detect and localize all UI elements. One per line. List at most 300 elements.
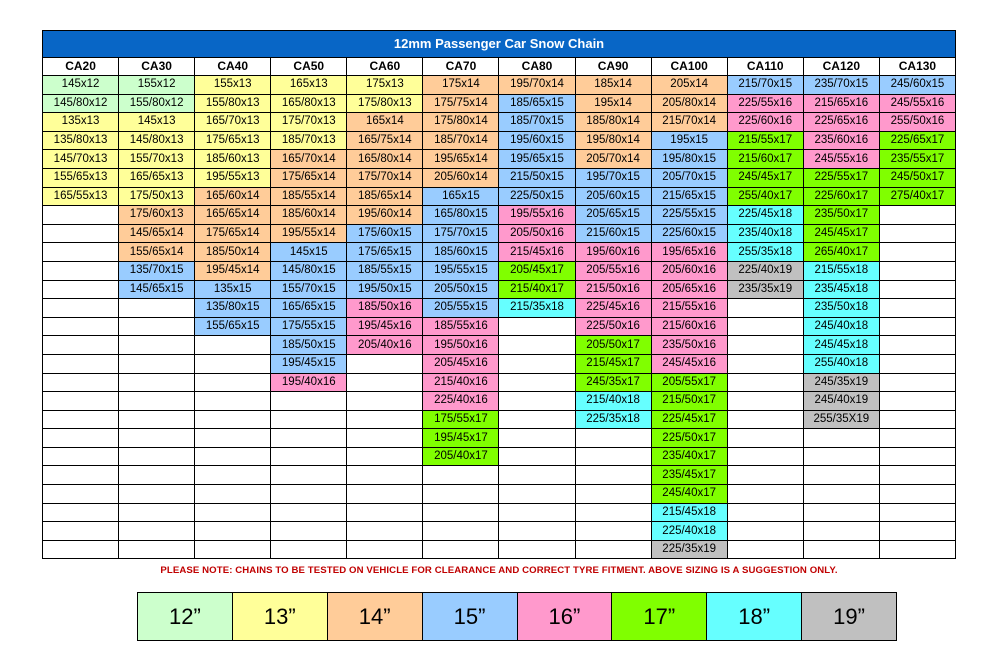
- empty-cell: [43, 373, 119, 392]
- empty-cell: [879, 392, 955, 411]
- empty-cell: [119, 522, 195, 541]
- table-row: [43, 76, 956, 95]
- tyre-size-cell: 245/40x17: [651, 485, 727, 504]
- column-header-ca60: CA60: [347, 58, 423, 76]
- tyre-size-cell: 215/40x16: [423, 373, 499, 392]
- column-header-ca50: CA50: [271, 58, 347, 76]
- tyre-size-cell: 245/55x16: [803, 150, 879, 169]
- tyre-size-cell: 165/65x13: [119, 168, 195, 187]
- empty-cell: [575, 466, 651, 485]
- table-row: [43, 540, 956, 559]
- tyre-size-cell: 225/60x15: [651, 224, 727, 243]
- empty-cell: [499, 522, 575, 541]
- tyre-size-cell: 235/50x16: [651, 336, 727, 355]
- empty-cell: [347, 354, 423, 373]
- empty-cell: [43, 429, 119, 448]
- empty-cell: [43, 317, 119, 336]
- tyre-size-cell: 205/55x17: [651, 373, 727, 392]
- tyre-size-cell: 175/65x14: [271, 168, 347, 187]
- tyre-size-cell: 175/65x13: [195, 131, 271, 150]
- tyre-size-cell: 205/65x16: [651, 280, 727, 299]
- empty-cell: [195, 540, 271, 559]
- tyre-size-cell: 185/70x13: [271, 131, 347, 150]
- empty-cell: [195, 373, 271, 392]
- empty-cell: [727, 354, 803, 373]
- tyre-size-cell: 245/45x17: [727, 168, 803, 187]
- empty-cell: [727, 299, 803, 318]
- tyre-size-cell: 215/60x17: [727, 150, 803, 169]
- tyre-size-cell: 195/70x14: [499, 76, 575, 95]
- column-header-row: [43, 58, 956, 76]
- tyre-size-cell: 145x13: [119, 113, 195, 132]
- tyre-size-cell: 255/40x18: [803, 354, 879, 373]
- tyre-size-cell: 145/65x14: [119, 224, 195, 243]
- tyre-size-cell: 165x14: [347, 113, 423, 132]
- tyre-size-cell: 215/60x15: [575, 224, 651, 243]
- table-row: [43, 354, 956, 373]
- tyre-size-cell: 185/65x14: [347, 187, 423, 206]
- empty-cell: [43, 466, 119, 485]
- tyre-size-cell: 165/80x14: [347, 150, 423, 169]
- empty-cell: [727, 485, 803, 504]
- legend-rim-14: 14”: [327, 593, 422, 641]
- tyre-size-cell: 255/40x17: [727, 187, 803, 206]
- tyre-size-cell: 205/40x16: [347, 336, 423, 355]
- empty-cell: [803, 503, 879, 522]
- empty-cell: [499, 373, 575, 392]
- tyre-size-cell: 165/65x15: [271, 299, 347, 318]
- empty-cell: [119, 485, 195, 504]
- tyre-size-cell: 205/45x16: [423, 354, 499, 373]
- empty-cell: [347, 373, 423, 392]
- tyre-size-cell: 225/50x16: [575, 317, 651, 336]
- empty-cell: [499, 503, 575, 522]
- tyre-size-cell: 225/35x19: [651, 540, 727, 559]
- tyre-size-cell: 215/40x18: [575, 392, 651, 411]
- tyre-size-cell: 195/40x16: [271, 373, 347, 392]
- empty-cell: [347, 392, 423, 411]
- tyre-size-cell: 225/40x18: [651, 522, 727, 541]
- empty-cell: [727, 392, 803, 411]
- tyre-size-cell: 215/45x17: [575, 354, 651, 373]
- empty-cell: [499, 336, 575, 355]
- table-row: [43, 522, 956, 541]
- empty-cell: [879, 206, 955, 225]
- tyre-size-cell: 195/45x17: [423, 429, 499, 448]
- empty-cell: [575, 540, 651, 559]
- empty-cell: [347, 522, 423, 541]
- empty-cell: [499, 540, 575, 559]
- column-header-ca110: CA110: [727, 58, 803, 76]
- empty-cell: [347, 503, 423, 522]
- tyre-size-cell: 205/40x17: [423, 447, 499, 466]
- empty-cell: [43, 280, 119, 299]
- column-header-ca90: CA90: [575, 58, 651, 76]
- tyre-size-cell: 215/70x15: [727, 76, 803, 95]
- empty-cell: [727, 522, 803, 541]
- tyre-size-cell: 155/80x12: [119, 94, 195, 113]
- tyre-size-cell: 245/60x15: [879, 76, 955, 95]
- empty-cell: [43, 540, 119, 559]
- empty-cell: [575, 485, 651, 504]
- empty-cell: [119, 429, 195, 448]
- empty-cell: [727, 317, 803, 336]
- tyre-size-cell: 215/50x15: [499, 168, 575, 187]
- empty-cell: [879, 354, 955, 373]
- tyre-size-cell: 245/35x19: [803, 373, 879, 392]
- empty-cell: [803, 485, 879, 504]
- tyre-size-cell: 165/70x13: [195, 113, 271, 132]
- tyre-size-cell: 215/45x16: [499, 243, 575, 262]
- empty-cell: [879, 299, 955, 318]
- tyre-size-cell: 175/75x14: [423, 94, 499, 113]
- empty-cell: [119, 503, 195, 522]
- tyre-size-cell: 225/55x16: [727, 94, 803, 113]
- empty-cell: [119, 354, 195, 373]
- empty-cell: [499, 354, 575, 373]
- tyre-size-cell: 175/65x15: [347, 243, 423, 262]
- empty-cell: [195, 410, 271, 429]
- tyre-size-cell: 135x13: [43, 113, 119, 132]
- empty-cell: [879, 243, 955, 262]
- empty-cell: [879, 261, 955, 280]
- tyre-size-cell: 235/45x18: [803, 280, 879, 299]
- table-row: [43, 299, 956, 318]
- tyre-size-cell: 155/65x14: [119, 243, 195, 262]
- tyre-size-cell: 215/55x18: [803, 261, 879, 280]
- tyre-size-cell: 245/40x19: [803, 392, 879, 411]
- empty-cell: [879, 429, 955, 448]
- tyre-size-cell: 195/65x15: [499, 150, 575, 169]
- empty-cell: [879, 224, 955, 243]
- snow-chain-table: [42, 30, 956, 559]
- legend-row: [138, 593, 897, 641]
- tyre-size-cell: 225/40x16: [423, 392, 499, 411]
- tyre-size-cell: 185/70x14: [423, 131, 499, 150]
- column-header-ca120: CA120: [803, 58, 879, 76]
- tyre-size-cell: 205/55x15: [423, 299, 499, 318]
- tyre-size-cell: 215/50x17: [651, 392, 727, 411]
- empty-cell: [195, 429, 271, 448]
- empty-cell: [43, 261, 119, 280]
- tyre-size-cell: 145/65x15: [119, 280, 195, 299]
- empty-cell: [879, 410, 955, 429]
- tyre-size-cell: 175/80x13: [347, 94, 423, 113]
- tyre-size-cell: 145/80x12: [43, 94, 119, 113]
- empty-cell: [271, 392, 347, 411]
- empty-cell: [575, 503, 651, 522]
- tyre-size-cell: 195/55x13: [195, 168, 271, 187]
- empty-cell: [575, 429, 651, 448]
- empty-cell: [727, 466, 803, 485]
- column-header-ca40: CA40: [195, 58, 271, 76]
- tyre-size-cell: 175/50x13: [119, 187, 195, 206]
- tyre-size-cell: 185/70x15: [499, 113, 575, 132]
- fitment-note: PLEASE NOTE: CHAINS TO BE TESTED ON VEHICLE FOR CLEARANCE AND CORRECT TYRE FITMENT. ABOVE SIZING IS A SUGGESTION ONLY.: [160, 565, 838, 576]
- tyre-size-cell: 205/60x16: [651, 261, 727, 280]
- empty-cell: [195, 466, 271, 485]
- empty-cell: [803, 447, 879, 466]
- empty-cell: [43, 392, 119, 411]
- empty-cell: [423, 503, 499, 522]
- empty-cell: [347, 429, 423, 448]
- tyre-size-cell: 235/70x15: [803, 76, 879, 95]
- empty-cell: [195, 392, 271, 411]
- tyre-size-cell: 225/45x17: [651, 410, 727, 429]
- empty-cell: [43, 224, 119, 243]
- empty-cell: [423, 466, 499, 485]
- empty-cell: [423, 540, 499, 559]
- column-header-ca80: CA80: [499, 58, 575, 76]
- empty-cell: [879, 317, 955, 336]
- empty-cell: [195, 522, 271, 541]
- tyre-size-cell: 235/45x17: [651, 466, 727, 485]
- empty-cell: [195, 354, 271, 373]
- empty-cell: [423, 522, 499, 541]
- empty-cell: [575, 522, 651, 541]
- table-body: [43, 76, 956, 559]
- tyre-size-cell: 255/35X19: [803, 410, 879, 429]
- tyre-size-cell: 205/80x14: [651, 94, 727, 113]
- empty-cell: [347, 447, 423, 466]
- tyre-size-cell: 195/50x15: [347, 280, 423, 299]
- tyre-size-cell: 175/55x15: [271, 317, 347, 336]
- table-row: [43, 261, 956, 280]
- empty-cell: [499, 317, 575, 336]
- tyre-size-cell: 155/65x13: [43, 168, 119, 187]
- table-row: [43, 280, 956, 299]
- tyre-size-cell: 245/50x17: [879, 168, 955, 187]
- tyre-size-cell: 195/80x14: [575, 131, 651, 150]
- tyre-size-cell: 135/80x15: [195, 299, 271, 318]
- tyre-size-cell: 195/45x14: [195, 261, 271, 280]
- empty-cell: [43, 354, 119, 373]
- empty-cell: [879, 466, 955, 485]
- tyre-size-cell: 225/60x16: [727, 113, 803, 132]
- tyre-size-cell: 225/55x15: [651, 206, 727, 225]
- tyre-size-cell: 185/50x15: [271, 336, 347, 355]
- empty-cell: [271, 503, 347, 522]
- empty-cell: [879, 447, 955, 466]
- tyre-size-cell: 165x15: [423, 187, 499, 206]
- empty-cell: [195, 447, 271, 466]
- tyre-size-cell: 195/60x16: [575, 243, 651, 262]
- table-row: [43, 224, 956, 243]
- empty-cell: [43, 410, 119, 429]
- tyre-size-cell: 165/80x13: [271, 94, 347, 113]
- empty-cell: [879, 280, 955, 299]
- tyre-size-cell: 165/65x14: [195, 206, 271, 225]
- empty-cell: [499, 410, 575, 429]
- tyre-size-cell: 215/40x17: [499, 280, 575, 299]
- tyre-size-cell: 145x15: [271, 243, 347, 262]
- tyre-size-cell: 165/55x13: [43, 187, 119, 206]
- empty-cell: [727, 447, 803, 466]
- tyre-size-cell: 225/65x17: [879, 131, 955, 150]
- empty-cell: [499, 392, 575, 411]
- tyre-size-cell: 195x15: [651, 131, 727, 150]
- empty-cell: [271, 540, 347, 559]
- table-row: [43, 503, 956, 522]
- legend-rim-16: 16”: [517, 593, 612, 641]
- empty-cell: [195, 336, 271, 355]
- empty-cell: [119, 392, 195, 411]
- tyre-size-cell: 185/60x14: [271, 206, 347, 225]
- legend-rim-15: 15”: [422, 593, 517, 641]
- tyre-size-cell: 195/65x16: [651, 243, 727, 262]
- tyre-size-cell: 275/40x17: [879, 187, 955, 206]
- empty-cell: [119, 540, 195, 559]
- tyre-size-cell: 185x14: [575, 76, 651, 95]
- tyre-size-cell: 165x13: [271, 76, 347, 95]
- table-row: [43, 485, 956, 504]
- column-header-ca30: CA30: [119, 58, 195, 76]
- table-row: [43, 429, 956, 448]
- empty-cell: [879, 540, 955, 559]
- empty-cell: [727, 336, 803, 355]
- tyre-size-cell: 175/70x13: [271, 113, 347, 132]
- tyre-size-cell: 195/65x14: [423, 150, 499, 169]
- column-header-ca70: CA70: [423, 58, 499, 76]
- tyre-size-cell: 185/50x14: [195, 243, 271, 262]
- empty-cell: [879, 522, 955, 541]
- tyre-size-cell: 215/50x16: [575, 280, 651, 299]
- empty-cell: [43, 336, 119, 355]
- tyre-size-cell: 205/55x16: [575, 261, 651, 280]
- empty-cell: [195, 503, 271, 522]
- empty-cell: [499, 447, 575, 466]
- tyre-size-cell: 165/75x14: [347, 131, 423, 150]
- empty-cell: [271, 485, 347, 504]
- empty-cell: [43, 299, 119, 318]
- tyre-size-cell: 175/60x13: [119, 206, 195, 225]
- tyre-size-cell: 195/55x14: [271, 224, 347, 243]
- empty-cell: [43, 503, 119, 522]
- tyre-size-cell: 195/50x16: [423, 336, 499, 355]
- empty-cell: [195, 485, 271, 504]
- tyre-size-cell: 205/50x16: [499, 224, 575, 243]
- legend-rim-18: 18”: [707, 593, 802, 641]
- tyre-size-cell: 225/45x18: [727, 206, 803, 225]
- table-row: [43, 373, 956, 392]
- tyre-size-cell: 245/55x16: [879, 94, 955, 113]
- table-row: [43, 336, 956, 355]
- empty-cell: [727, 410, 803, 429]
- tyre-size-cell: 245/45x16: [651, 354, 727, 373]
- tyre-size-cell: 225/60x17: [803, 187, 879, 206]
- table-row: [43, 168, 956, 187]
- empty-cell: [575, 447, 651, 466]
- empty-cell: [119, 373, 195, 392]
- empty-cell: [271, 410, 347, 429]
- tyre-size-cell: 195x14: [575, 94, 651, 113]
- tyre-size-cell: 245/40x18: [803, 317, 879, 336]
- tyre-size-cell: 175/65x14: [195, 224, 271, 243]
- rim-size-legend: [137, 592, 897, 641]
- tyre-size-cell: 245/45x17: [803, 224, 879, 243]
- table-row: [43, 392, 956, 411]
- tyre-size-cell: 205/60x14: [423, 168, 499, 187]
- tyre-size-cell: 205/70x15: [651, 168, 727, 187]
- tyre-size-cell: 145x12: [43, 76, 119, 95]
- tyre-size-cell: 165/80x15: [423, 206, 499, 225]
- empty-cell: [879, 485, 955, 504]
- legend-rim-19: 19”: [802, 593, 897, 641]
- empty-cell: [271, 466, 347, 485]
- tyre-size-cell: 185/80x14: [575, 113, 651, 132]
- tyre-size-cell: 215/35x18: [499, 299, 575, 318]
- table-row: [43, 243, 956, 262]
- empty-cell: [271, 522, 347, 541]
- tyre-size-cell: 165/60x14: [195, 187, 271, 206]
- tyre-size-cell: 255/35x18: [727, 243, 803, 262]
- tyre-size-cell: 205/50x15: [423, 280, 499, 299]
- table-row: [43, 447, 956, 466]
- empty-cell: [727, 429, 803, 448]
- tyre-size-cell: 135x15: [195, 280, 271, 299]
- tyre-size-cell: 215/65x15: [651, 187, 727, 206]
- tyre-size-cell: 215/45x18: [651, 503, 727, 522]
- empty-cell: [803, 540, 879, 559]
- tyre-size-cell: 225/45x16: [575, 299, 651, 318]
- tyre-size-cell: 185/55x15: [347, 261, 423, 280]
- empty-cell: [43, 485, 119, 504]
- empty-cell: [43, 243, 119, 262]
- tyre-size-cell: 185/55x14: [271, 187, 347, 206]
- empty-cell: [803, 522, 879, 541]
- empty-cell: [879, 336, 955, 355]
- tyre-size-cell: 175x13: [347, 76, 423, 95]
- empty-cell: [119, 299, 195, 318]
- tyre-size-cell: 225/65x16: [803, 113, 879, 132]
- tyre-size-cell: 235/60x16: [803, 131, 879, 150]
- empty-cell: [347, 540, 423, 559]
- tyre-size-cell: 195/80x15: [651, 150, 727, 169]
- tyre-size-cell: 185/55x16: [423, 317, 499, 336]
- empty-cell: [347, 485, 423, 504]
- tyre-size-cell: 145/70x13: [43, 150, 119, 169]
- tyre-size-cell: 175/60x15: [347, 224, 423, 243]
- tyre-size-cell: 205/50x17: [575, 336, 651, 355]
- tyre-size-cell: 145/80x13: [119, 131, 195, 150]
- tyre-size-cell: 155/70x15: [271, 280, 347, 299]
- tyre-size-cell: 185/60x15: [423, 243, 499, 262]
- tyre-size-cell: 155x13: [195, 76, 271, 95]
- empty-cell: [119, 410, 195, 429]
- tyre-size-cell: 195/55x15: [423, 261, 499, 280]
- empty-cell: [43, 447, 119, 466]
- empty-cell: [119, 447, 195, 466]
- tyre-size-cell: 185/60x13: [195, 150, 271, 169]
- empty-cell: [43, 522, 119, 541]
- legend-rim-12: 12”: [138, 593, 233, 641]
- tyre-size-cell: 205/70x14: [575, 150, 651, 169]
- tyre-size-cell: 235/55x17: [879, 150, 955, 169]
- table-row: [43, 466, 956, 485]
- empty-cell: [271, 447, 347, 466]
- empty-cell: [803, 466, 879, 485]
- tyre-size-cell: 235/50x18: [803, 299, 879, 318]
- empty-cell: [271, 429, 347, 448]
- column-header-ca20: CA20: [43, 58, 119, 76]
- empty-cell: [119, 466, 195, 485]
- tyre-size-cell: 195/55x16: [499, 206, 575, 225]
- empty-cell: [499, 466, 575, 485]
- tyre-size-cell: 155/80x13: [195, 94, 271, 113]
- tyre-size-cell: 175/70x14: [347, 168, 423, 187]
- tyre-size-cell: 215/65x16: [803, 94, 879, 113]
- empty-cell: [119, 317, 195, 336]
